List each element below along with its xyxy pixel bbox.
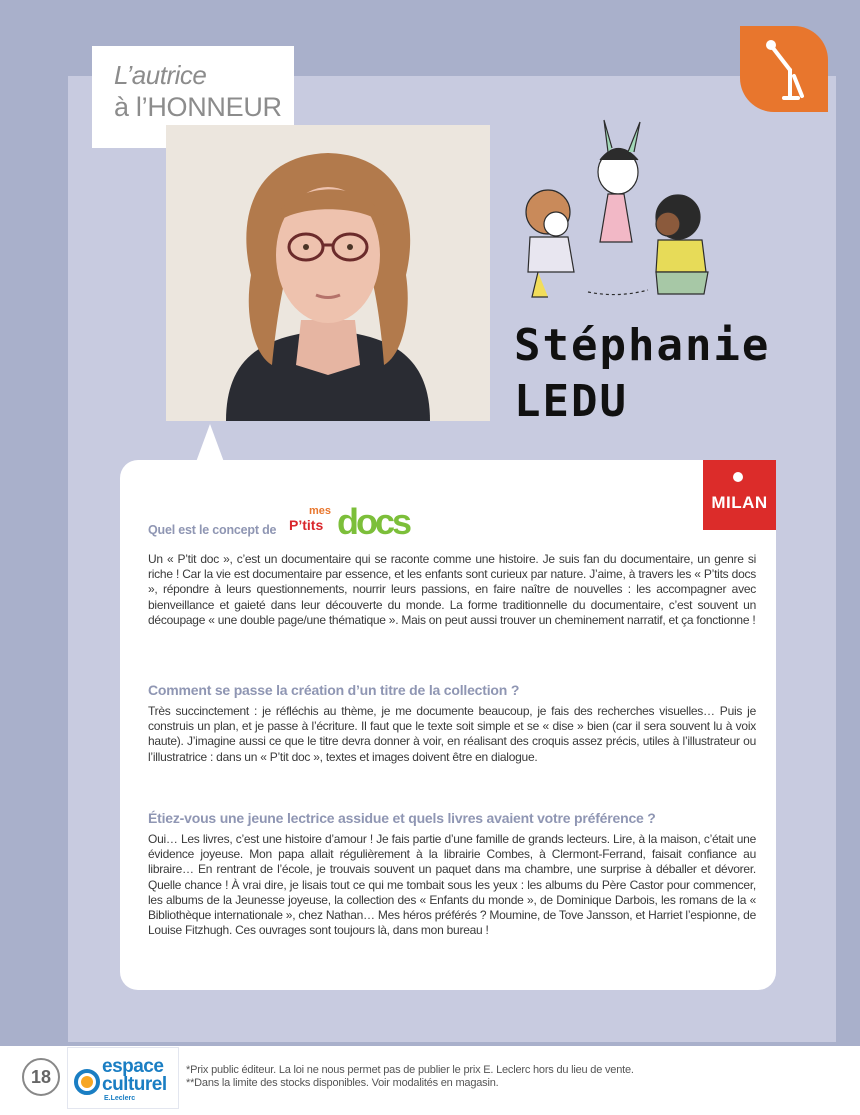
eye-pupil-icon <box>81 1076 93 1088</box>
microphone-icon <box>740 26 828 112</box>
author-last-name: LEDU <box>514 376 628 427</box>
answer-2: Très succinctement : je réfléchis au thème, je me documente beaucoup, je fais des recherches visuelles… Puis je construis un plan, et je passe à l’écriture. Il faut que le texte soit simple et se « dise » bien (car il sera souvent lu à voix haute). J’imagine aussi ce que le titre devra donner à voir, en réalisant des croquis assez précis, utiles à l’illustrateur ou l’illustratrice : dans un « P’tit doc », textes et images doivent être en dialogue. <box>148 704 756 764</box>
microphone-badge <box>740 26 828 112</box>
speech-bubble-tail <box>196 424 224 462</box>
publisher-logo-dot <box>733 472 743 482</box>
brand-word-leclerc: E.Leclerc <box>104 1095 136 1102</box>
footnote-price: *Prix public éditeur. La loi ne nous permet pas de publier le prix E. Leclerc hors du lieu de vente. <box>186 1064 634 1076</box>
children-illustration <box>508 112 728 312</box>
ptits-logo-mes: mes <box>309 505 332 517</box>
page-number: 18 <box>22 1058 60 1096</box>
ptits-docs-logo <box>287 492 437 542</box>
brand-word-espace: espace <box>102 1056 164 1077</box>
tag-line-2: à l’HONNEUR <box>114 92 282 122</box>
espace-culturel-logo <box>67 1047 179 1109</box>
ptits-logo-ptits: P’tits <box>289 517 324 533</box>
brand-word-culturel: culturel <box>102 1074 167 1095</box>
publisher-name: MILAN <box>711 493 768 512</box>
tag-line-1: L’autrice <box>114 60 207 90</box>
answer-1: Un « P’tit doc », c’est un documentaire qui se raconte comme une histoire. Je suis fan du documentaire, un genre si riche ! Car la vie est documentaire par essence, et les enfants sont curieux par nature. J’aime, à travers les « P’tits docs », répondre à leurs questionnements, nourrir leurs passions, en faire naître de nouvelles : les accompagner avec bienveillance et gaieté dans leur découverte du monde. La forme traditionnelle du documentaire, c’est souvent un découpage « une double page/une thématique ». Mais on peut aussi trouver un cheminement narratif, et ça fonctionne ! <box>148 552 756 627</box>
question-2: Comment se passe la création d’un titre de la collection ? <box>148 682 520 698</box>
answer-3: Oui… Les livres, c’est une histoire d’amour ! Je fais partie d’une famille de grands lecteurs. Lire, à la maison, c’était une évidence joyeuse. Mon papa allait régulièrement à la librairie Combes, à Clermont-Ferrand, faisait confiance au libraire… En rentrant de l’école, je trouvais souvent un paquet dans ma chambre, une surprise à déballer et dévorer. Quelle chance ! À vrai dire, je lisais tout ce qui me tombait sous les yeux : les albums du Père Castor pour commencer, les albums de la Jeunesse joyeuse, la collection des « Enfants du monde », de Dominique Darbois, les romans de la « Bibliothèque internationale », chez Nathan… Mes héros préférés ? Moumine, de Tove Jansson, et Harriet l’espionne, de Louise Fitzhugh. Ces ouvrages sont toujours là, dans mon bureau ! <box>148 832 756 938</box>
ptits-logo-docs: docs <box>337 501 410 542</box>
author-photo <box>166 125 490 421</box>
question-3: Étiez-vous une jeune lectrice assidue et quels livres avaient votre préférence ? <box>148 810 656 826</box>
author-name <box>514 318 770 430</box>
author-first-name: Stéphanie <box>514 320 771 371</box>
footnotes <box>186 1064 634 1090</box>
question-1: Quel est le concept de <box>148 523 277 537</box>
footnote-stock: **Dans la limite des stocks disponibles. Voir modalités en magasin. <box>186 1077 499 1089</box>
publisher-logo <box>703 460 776 530</box>
